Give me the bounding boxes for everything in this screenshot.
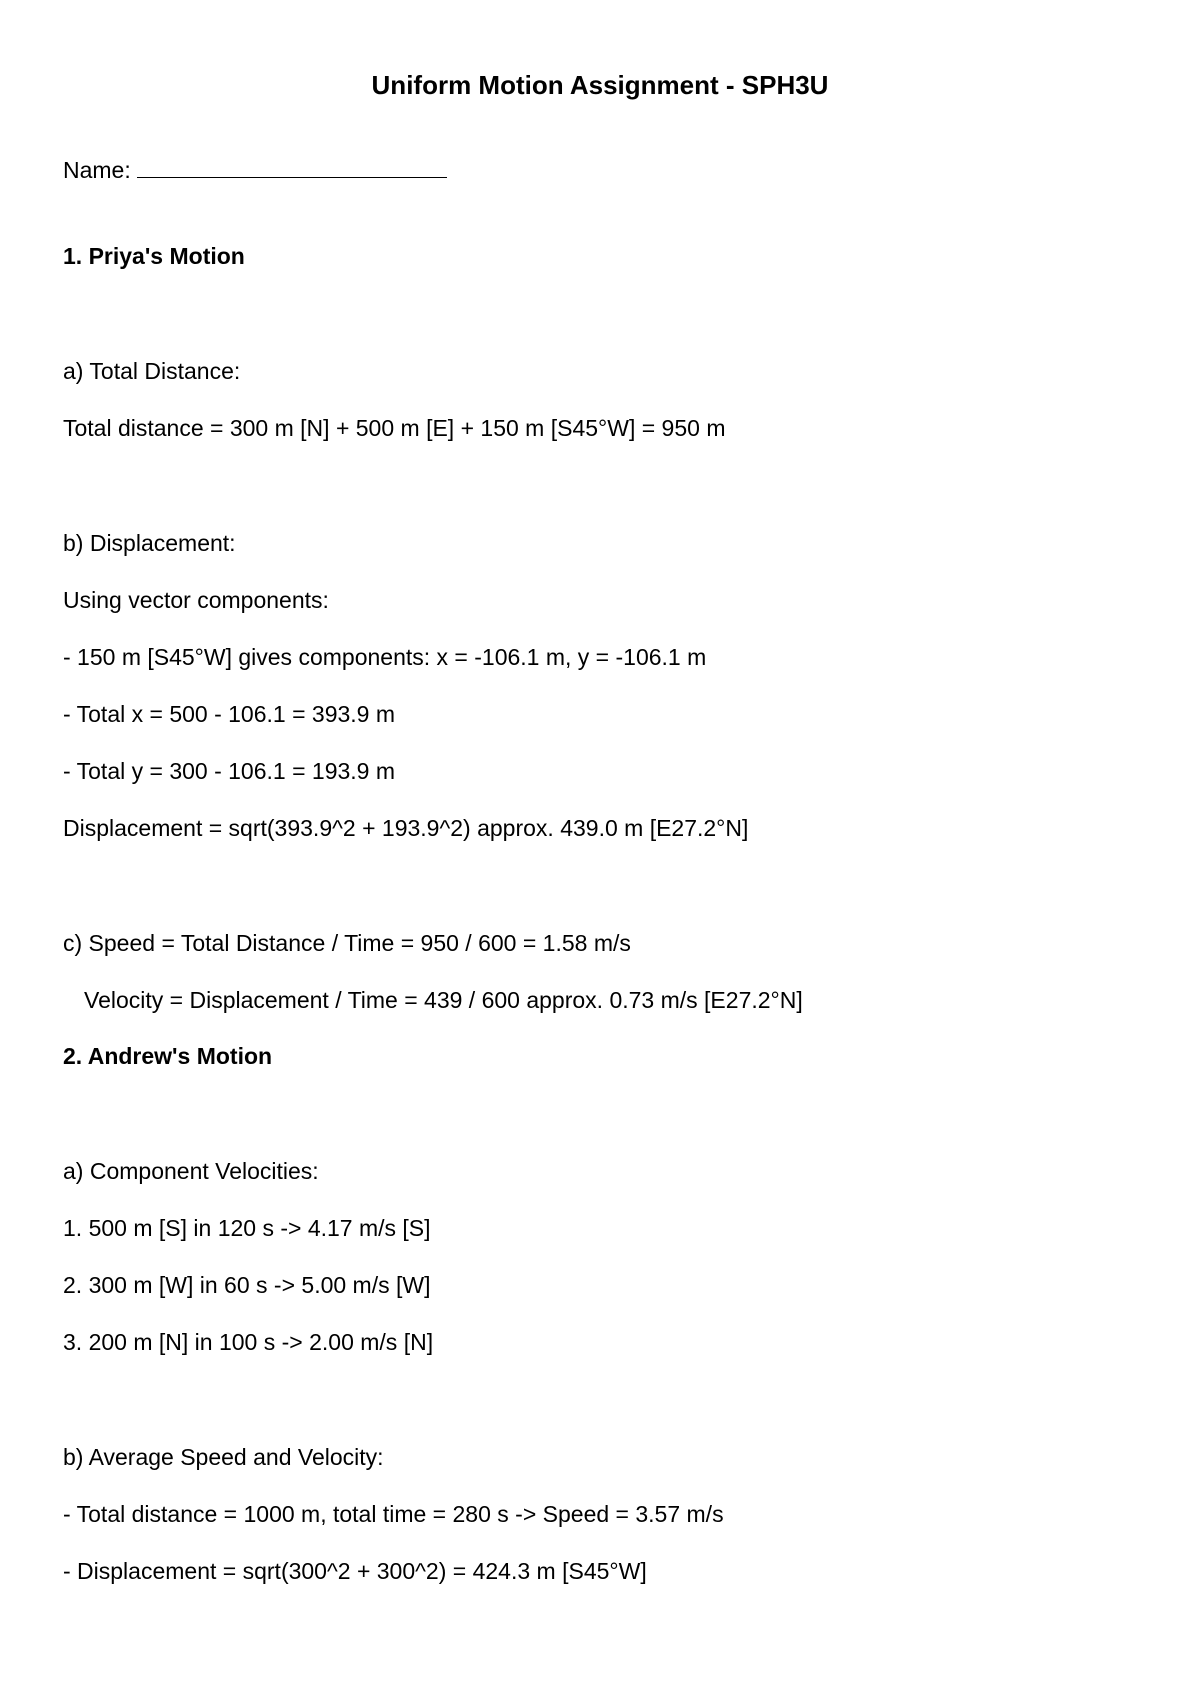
- section-1b-label: b) Displacement:: [63, 530, 236, 556]
- section-1a-label: a) Total Distance:: [63, 358, 241, 384]
- section-1b-result: Displacement = sqrt(393.9^2 + 193.9^2) approx. 439.0 m [E27.2°N]: [63, 815, 749, 841]
- section-1b-intro: Using vector components:: [63, 587, 329, 613]
- section-1b-step-2: - Total x = 500 - 106.1 = 393.9 m: [63, 701, 396, 727]
- document-title: Uniform Motion Assignment - SPH3U: [371, 70, 829, 100]
- section-1c-velocity: Velocity = Displacement / Time = 439 / 600 approx. 0.73 m/s [E27.2°N]: [84, 987, 803, 1013]
- name-blank-line: [137, 155, 447, 178]
- section-2a-item-2: 2. 300 m [W] in 60 s -> 5.00 m/s [W]: [63, 1272, 431, 1298]
- section-1b-step-3: - Total y = 300 - 106.1 = 193.9 m: [63, 758, 396, 784]
- section-2b-displacement: - Displacement = sqrt(300^2 + 300^2) = 424.3 m [S45°W]: [63, 1558, 647, 1584]
- section-1c-speed: c) Speed = Total Distance / Time = 950 / 600 = 1.58 m/s: [63, 930, 631, 956]
- section-2a-item-3: 3. 200 m [N] in 100 s -> 2.00 m/s [N]: [63, 1329, 434, 1355]
- name-label: Name:: [63, 157, 131, 183]
- section-2-heading: 2. Andrew's Motion: [63, 1043, 273, 1069]
- section-2a-item-1: 1. 500 m [S] in 120 s -> 4.17 m/s [S]: [63, 1215, 431, 1241]
- section-1a-text: Total distance = 300 m [N] + 500 m [E] + 150 m [S45°W] = 950 m: [63, 415, 726, 441]
- section-2b-label: b) Average Speed and Velocity:: [63, 1444, 384, 1470]
- name-field: [63, 155, 447, 185]
- section-1b-step-1: - 150 m [S45°W] gives components: x = -106.1 m, y = -106.1 m: [63, 644, 707, 670]
- section-1-heading: 1. Priya's Motion: [63, 243, 245, 269]
- section-2b-speed: - Total distance = 1000 m, total time = 280 s -> Speed = 3.57 m/s: [63, 1501, 724, 1527]
- section-2a-label: a) Component Velocities:: [63, 1158, 319, 1184]
